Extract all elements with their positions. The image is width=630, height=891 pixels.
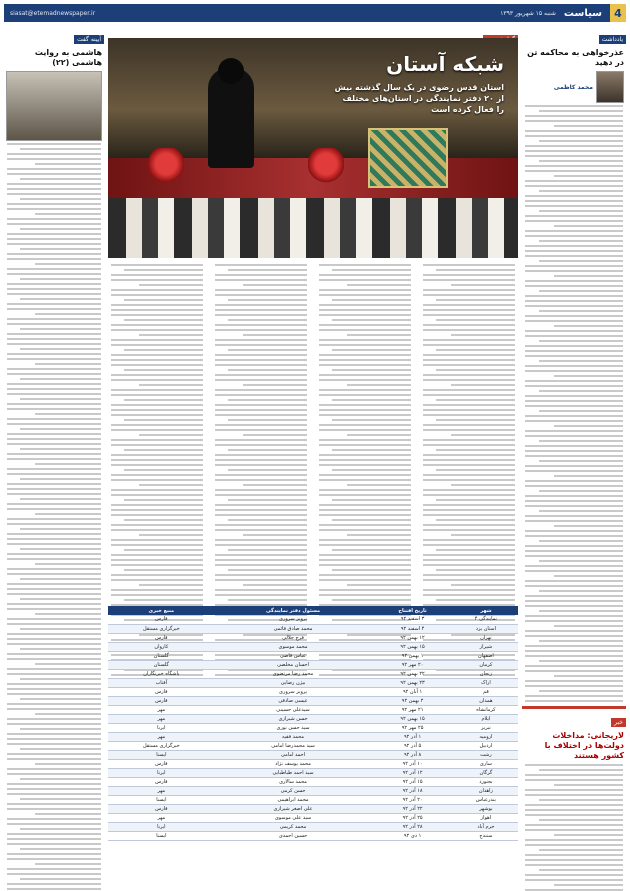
left-column (4, 26, 104, 816)
table-header-row (108, 606, 518, 615)
speaker-figure (208, 68, 254, 168)
table-cell: حسن شیرازی (215, 714, 372, 723)
table-cell: فارس (108, 696, 215, 705)
news-box-text (525, 764, 623, 891)
table-cell: ۲۱ مهر ۹۲ (371, 705, 453, 714)
table-cell: فارس (108, 633, 215, 642)
table-row (108, 651, 518, 660)
masthead (4, 4, 626, 22)
table-cell: استان یزد (454, 624, 518, 633)
table-cell: حسین احمدی (215, 831, 372, 840)
table-cell: ایسنا (108, 795, 215, 804)
table-cell: قم (454, 687, 518, 696)
table-cell: محمد کریمی (215, 822, 372, 831)
table-cell: فرج جلالی (215, 633, 372, 642)
table-cell: تهران (454, 633, 518, 642)
table-row (108, 714, 518, 723)
table-cell: علی اصغر شیرازی (215, 804, 372, 813)
table-cell: همدان (454, 696, 518, 705)
table-cell: فارس (108, 687, 215, 696)
table-cell: سید علی موسوی (215, 813, 372, 822)
table-cell: ۱۵ بهمن ۹۲ (371, 642, 453, 651)
left-column-title[interactable]: هاشمی به روایت هاشمی (۲۲) (34, 48, 102, 67)
table-cell: اراک (454, 678, 518, 687)
table-cell: بندرعباس (454, 795, 518, 804)
table-cell: ۱۲ بهمن ۹۲ (371, 633, 453, 642)
hero-photo[interactable] (108, 38, 518, 258)
table-row (108, 804, 518, 813)
table-cell: زاهدان (454, 786, 518, 795)
table-row (108, 822, 518, 831)
table-row (108, 669, 518, 678)
history-photo (6, 71, 102, 141)
column-tag: یادداشت (599, 35, 626, 44)
table-cell: محمد رضا مرتضوی (215, 669, 372, 678)
main-article (108, 26, 518, 839)
section-title: سیاست (563, 7, 602, 19)
table-cell: ایسنا (108, 750, 215, 759)
table-cell: کاروان (108, 642, 215, 651)
table-cell: حسن کرمی (215, 786, 372, 795)
table-row (108, 750, 518, 759)
table-cell: شیراز (454, 642, 518, 651)
table-cell: ساری (454, 759, 518, 768)
news-box-title[interactable]: لاریجانی: مداخلات دولت‌ها در اختلاف با کشور هستند (544, 731, 624, 760)
header-source: منبع خبری (108, 606, 215, 615)
table-cell: ۳ اسفند ۹۲ (371, 615, 453, 624)
table-cell: محمد فقیه (215, 732, 372, 741)
table-cell: سید احمد طباطبایی (215, 768, 372, 777)
table-row (108, 705, 518, 714)
table-cell: باشگاه خبرنگاران (108, 669, 215, 678)
audience (108, 198, 518, 258)
offices-table (108, 606, 518, 841)
table-cell: ایرنا (108, 723, 215, 732)
table-cell: اهواز (454, 813, 518, 822)
table-cell: ۱ دی ۹۲ (371, 831, 453, 840)
table-cell: اردبیل (454, 741, 518, 750)
table-cell: گلستان (108, 660, 215, 669)
table-cell: فارس (108, 759, 215, 768)
table-cell: محمد صادق قائمی (215, 624, 372, 633)
table-cell: پرویز سروری (215, 615, 372, 624)
table-cell: کرمانشاه (454, 705, 518, 714)
subheadline: استان قدس رضوی در یک سال گذشته بیش از ۲۰ دفتر نمایندگی در استان‌های مختلف را فعال کرده است (334, 83, 504, 115)
headline[interactable]: شبکه آستان (386, 52, 504, 76)
table-row (108, 624, 518, 633)
table-cell: سیدعلی حسینی (215, 705, 372, 714)
author-avatar (596, 71, 624, 103)
table-cell: عیسی صادقی (215, 696, 372, 705)
table-row (108, 687, 518, 696)
table-cell: مهر (108, 732, 215, 741)
table-row (108, 633, 518, 642)
table-cell: ۱ آبان ۹۲ (371, 687, 453, 696)
table-cell: ۲۵ مهر ۹۲ (371, 723, 453, 732)
table-cell: مهر (108, 813, 215, 822)
table-cell: ۱۰ آذر ۹۲ (371, 759, 453, 768)
page-number: 4 (610, 4, 626, 22)
table-cell: سید محمدرضا امامی (215, 741, 372, 750)
table-cell: ۲۲ بهمن ۹۲ (371, 669, 453, 678)
table-cell: آفتاب (108, 678, 215, 687)
table-cell: نمایندگی ۴ (454, 615, 518, 624)
table-cell: بجنورد (454, 777, 518, 786)
table-row (108, 741, 518, 750)
table-cell: گلستان (108, 651, 215, 660)
table-cell: گرگان (454, 768, 518, 777)
table-cell: ایسنا (108, 831, 215, 840)
table-cell: ۲ بهمن ۹۲ (371, 696, 453, 705)
table-cell: سید حسن نوری (215, 723, 372, 732)
table-cell: ایرنا (108, 768, 215, 777)
column-text (525, 105, 623, 702)
table-cell: ۲۲ آذر ۹۲ (371, 804, 453, 813)
table-cell: ۲۰ آذر ۹۲ (371, 795, 453, 804)
table-cell: ۱۵ آذر ۹۲ (371, 777, 453, 786)
table-cell: ۸ آذر ۹۲ (371, 750, 453, 759)
table-cell: محمد موسوی (215, 642, 372, 651)
header-date: تاریخ افتتاح (371, 606, 453, 615)
left-column-tag: آیینه گفت (74, 35, 104, 44)
article-body (108, 262, 518, 602)
table-row (108, 678, 518, 687)
table-row (108, 759, 518, 768)
table-cell: خبرگزاری مستقل (108, 741, 215, 750)
table-row (108, 813, 518, 822)
table-cell: عباس قاضی (215, 651, 372, 660)
table-cell: محمد یوسف نژاد (215, 759, 372, 768)
column-title[interactable]: عذرخواهی به محاکمه تن در دهید (527, 48, 624, 67)
table-cell: ۲۰ مهر ۹۲ (371, 660, 453, 669)
table-cell: بیژن رضایی (215, 678, 372, 687)
table-cell: سنندج (454, 831, 518, 840)
table-cell: تبریز (454, 723, 518, 732)
table-cell: فارس (108, 777, 215, 786)
table-cell: زنجان (454, 669, 518, 678)
table-cell: احمد امامی (215, 750, 372, 759)
table-row (108, 732, 518, 741)
table-cell: ۱۲ آذر ۹۲ (371, 768, 453, 777)
table-cell: فارس (108, 615, 215, 624)
issue-date: شنبه ۱۵ شهریور ۱۳۹۳ (500, 9, 556, 17)
shrine-model (368, 128, 448, 188)
table-cell: ۱۸ آذر ۹۲ (371, 786, 453, 795)
table-cell: ایلام (454, 714, 518, 723)
table-row (108, 786, 518, 795)
table-row (108, 831, 518, 840)
table-cell: ۲۸ آذر ۹۲ (371, 822, 453, 831)
table-row (108, 768, 518, 777)
table-cell: مهر (108, 714, 215, 723)
table-row (108, 696, 518, 705)
table-row (108, 777, 518, 786)
table-cell: ایرنا (108, 822, 215, 831)
news-box-tag: خبر (611, 718, 626, 727)
header-official: مسئول دفتر نمایندگی (215, 606, 372, 615)
table-cell: خرم آباد (454, 822, 518, 831)
table-cell: ۱ آذر ۹۲ (371, 732, 453, 741)
table-row (108, 615, 518, 624)
table-cell: بوشهر (454, 804, 518, 813)
table-cell: رشت (454, 750, 518, 759)
table-cell: ۴ اسفند ۹۲ (371, 624, 453, 633)
header-city: شهر (454, 606, 518, 615)
table-cell: خبرگزاری مستقل (108, 624, 215, 633)
table-cell: فارس (108, 804, 215, 813)
flower-arrangement (148, 148, 184, 188)
table-cell: ۲۵ آذر ۹۲ (371, 813, 453, 822)
table-cell: ۵ آذر ۹۲ (371, 741, 453, 750)
table-row (108, 723, 518, 732)
news-box (522, 706, 626, 891)
table-cell: کرمان (454, 660, 518, 669)
table-cell: مهر (108, 786, 215, 795)
author-block (524, 71, 624, 103)
left-column-text (7, 143, 101, 890)
table-cell: مهر (108, 705, 215, 714)
table-cell: محمد ابراهیمی (215, 795, 372, 804)
table-cell: ارومیه (454, 732, 518, 741)
table-row (108, 642, 518, 651)
table-cell: اصفهان (454, 651, 518, 660)
site-email[interactable]: siasat@etemadnewspaper.ir (10, 9, 96, 17)
table-row (108, 660, 518, 669)
table-cell: ۱۵ بهمن ۹۲ (371, 714, 453, 723)
table-row (108, 795, 518, 804)
table-cell: ۱ بهمن ۹۲ (371, 651, 453, 660)
table-cell: احسان مخلصی (215, 660, 372, 669)
table-cell: محمد سالاری (215, 777, 372, 786)
author-name: محمد کاظمی (553, 83, 593, 91)
table-cell: پرویز سروری (215, 687, 372, 696)
right-column (522, 26, 626, 816)
table-cell: ۲۳ بهمن ۹۲ (371, 678, 453, 687)
flower-arrangement (308, 148, 344, 188)
